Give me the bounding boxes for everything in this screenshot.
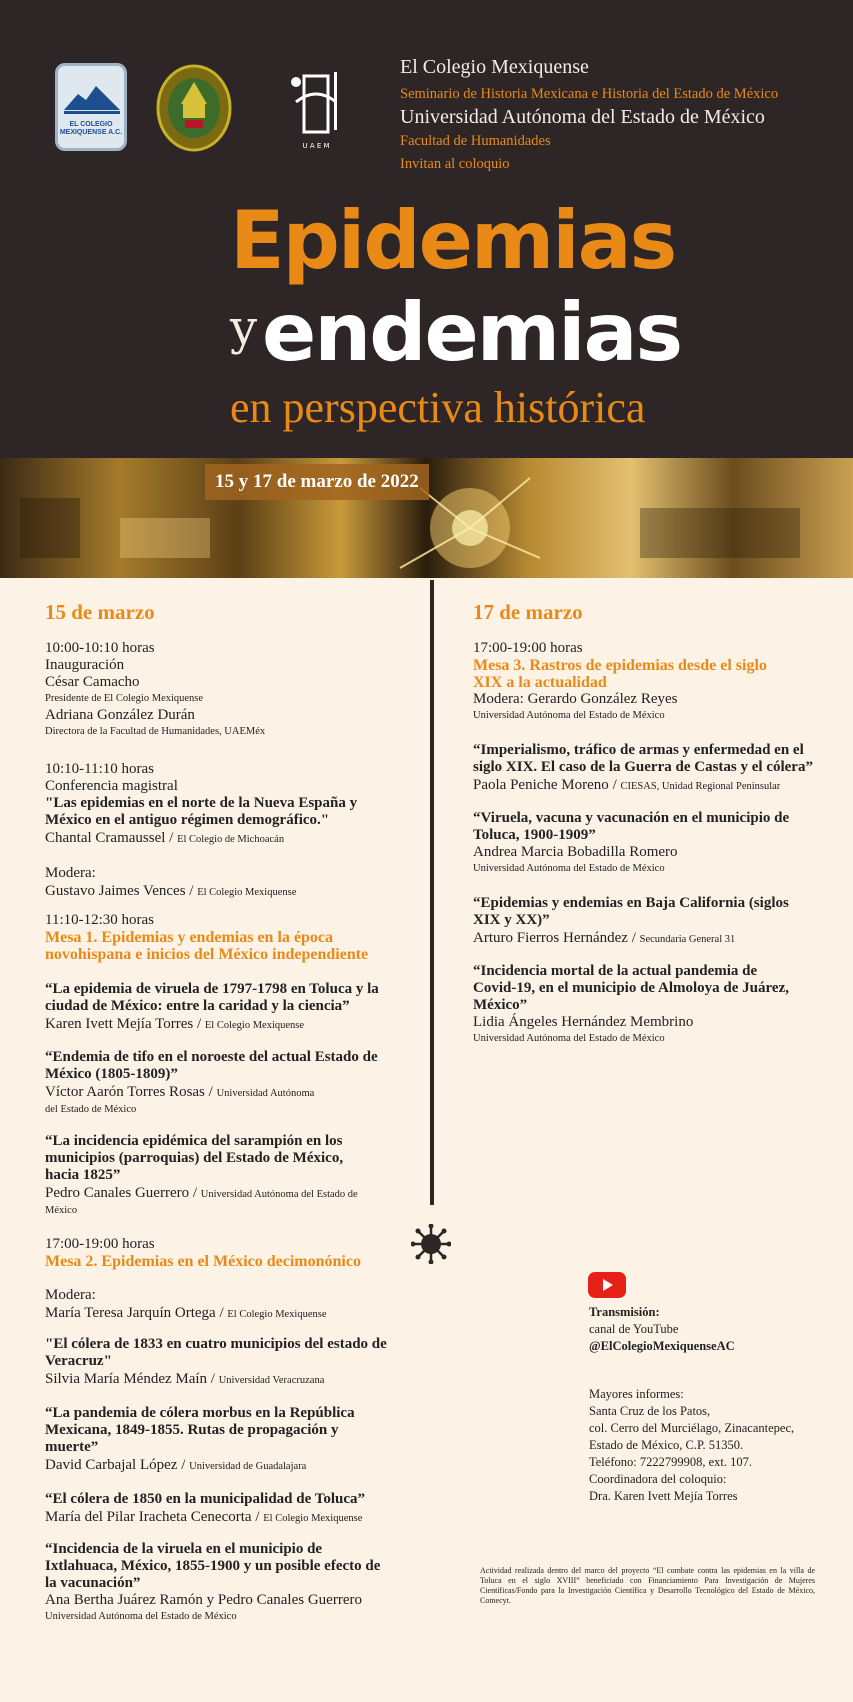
talk-title: “Endemia de tifo en el noroeste del actual Estado de bbox=[45, 1049, 378, 1065]
speaker-name: Ana Bertha Juárez Ramón y Pedro Canales Guerrero bbox=[45, 1592, 362, 1608]
day1-heading: 15 de marzo bbox=[45, 600, 155, 624]
talk-title: “Imperialismo, tráfico de armas y enfermedad en el bbox=[473, 742, 804, 758]
speaker-name: Paola Peniche Moreno bbox=[473, 777, 609, 793]
transmission-label: Transmisión: bbox=[589, 1305, 660, 1319]
title-y: y bbox=[230, 300, 258, 356]
speaker-affiliation: Universidad Autónoma bbox=[216, 1088, 315, 1099]
moderator-name: Modera: Gerardo González Reyes bbox=[473, 691, 678, 707]
speaker-affiliation: Secundaria General 31 bbox=[639, 934, 736, 945]
virus-icon bbox=[411, 1224, 451, 1264]
day2-heading: 17 de marzo bbox=[473, 600, 583, 624]
speaker-name: Andrea Marcia Bobadilla Romero bbox=[473, 844, 678, 860]
transmission-block bbox=[589, 1304, 735, 1355]
historic-photo-banner bbox=[0, 458, 853, 578]
talk-item bbox=[473, 810, 843, 877]
mesa-title: XIX a la actualidad bbox=[473, 674, 607, 691]
talk-title: “Epidemias y endemias en Baja California (siglos bbox=[473, 895, 789, 911]
speaker-name: Lidia Ángeles Hernández Membrino bbox=[473, 1014, 694, 1030]
talk-item bbox=[473, 963, 843, 1047]
talk-title: muerte” bbox=[45, 1439, 99, 1455]
talk-item: “La pandemia de cólera morbus en la República Mexicana, 1849-1855. Rutas de propagación y muerte” David Carbajal López / Universidad de Guadalajara bbox=[45, 1405, 430, 1475]
speaker-name: David Carbajal López bbox=[45, 1457, 178, 1473]
speaker-affiliation: Universidad Autónoma del Estado de bbox=[200, 1189, 358, 1200]
header bbox=[0, 0, 853, 458]
colegio-mexiquense-logo bbox=[55, 63, 127, 151]
mesa-title: Mesa 1. Epidemias y endemias en la época bbox=[45, 929, 333, 946]
speaker-affiliation: El Colegio Mexiquense bbox=[204, 1020, 305, 1031]
talk-title: Veracruz" bbox=[45, 1353, 112, 1369]
contact-line: Dra. Karen Ivett Mejía Torres bbox=[589, 1489, 738, 1503]
contact-line: Santa Cruz de los Patos, bbox=[589, 1404, 711, 1418]
speaker-name: María del Pilar Iracheta Cenecorta bbox=[45, 1509, 252, 1525]
moderator-name: Gustavo Jaimes Vences bbox=[45, 883, 186, 899]
mesa2-block: 17:00-19:00 horas Mesa 2. Epidemias en el México decimonónico Modera: María Teresa Jarquín Ortega / El Colegio Mexiquense bbox=[45, 1236, 430, 1323]
talk-title: "Las epidemias en el norte de la Nueva España y bbox=[45, 795, 358, 811]
moderator-affiliation: El Colegio Mexiquense bbox=[197, 887, 297, 898]
institution-uaem: Universidad Autónoma del Estado de México bbox=[400, 106, 765, 128]
talk-item: “El cólera de 1850 en la municipalidad de Toluca” María del Pilar Iracheta Cenecorta / El Colegio Mexiquense bbox=[45, 1491, 430, 1527]
day1-column bbox=[45, 600, 425, 625]
talk-title: Ixtlahuaca, México, 1855-1900 y un posible efecto de bbox=[45, 1558, 381, 1574]
talk-item: “La epidemia de viruela de 1797-1798 en Toluca y la ciudad de México: entre la caridad y la ciencia” Karen Ivett Mejía Torres / El Colegio Mexiquense bbox=[45, 981, 430, 1034]
contact-block bbox=[589, 1386, 794, 1505]
moderator-label: Modera: bbox=[45, 865, 96, 881]
title-endemias: endemias bbox=[262, 286, 682, 379]
talk-title: la vacunación” bbox=[45, 1575, 141, 1591]
youtube-icon[interactable] bbox=[588, 1272, 626, 1298]
youtube-handle-link[interactable]: @ElColegioMexiquenseAC bbox=[589, 1339, 735, 1353]
transmission-channel: canal de YouTube bbox=[589, 1322, 679, 1336]
moderator-label: Modera: bbox=[45, 1287, 96, 1303]
talk-title: Covid-19, en el municipio de Almoloya de Juárez, bbox=[473, 980, 789, 996]
title-epidemias: Epidemias bbox=[230, 194, 676, 287]
logo-fh-text: U A E M bbox=[302, 142, 330, 150]
speaker-affiliation: Directora de la Facultad de Humanidades, UAEMéx bbox=[45, 726, 266, 737]
speaker-affiliation: El Colegio Mexiquense bbox=[263, 1513, 363, 1524]
mountain-icon bbox=[64, 80, 120, 116]
speaker-affiliation: Universidad Autónoma del Estado de México bbox=[45, 1611, 237, 1622]
talk-item: “Epidemias y endemias en Baja California (siglos XIX y XX)” Arturo Fierros Hernández / Secundaria General 31 bbox=[473, 895, 843, 948]
moderator-affiliation: El Colegio Mexiquense bbox=[227, 1309, 327, 1320]
inauguration-block bbox=[45, 640, 425, 740]
session-time: 10:00-10:10 horas bbox=[45, 640, 155, 656]
speaker-name: César Camacho bbox=[45, 674, 140, 690]
talk-item: “La incidencia epidémica del sarampión en los municipios (parroquias) del Estado de México, hacia 1825” Pedro Canales Guerrero / Universidad Autónoma del Estado de México bbox=[45, 1133, 430, 1219]
humanidades-logo-icon bbox=[282, 62, 350, 152]
title-subtitle: en perspectiva histórica bbox=[230, 383, 646, 432]
talk-title: “La incidencia epidémica del sarampión en los bbox=[45, 1133, 343, 1149]
speaker-affiliation: Universidad Autónoma del Estado de México bbox=[473, 1033, 665, 1044]
speaker-name: Adriana González Durán bbox=[45, 707, 195, 723]
talk-title: “Incidencia mortal de la actual pandemia de bbox=[473, 963, 758, 979]
mesa-title: novohispana e inicios del México independiente bbox=[45, 946, 369, 963]
talk-title: Mexicana, 1849-1855. Rutas de propagación y bbox=[45, 1422, 339, 1438]
uaem-seal-icon bbox=[155, 60, 233, 152]
talk-title: “Viruela, vacuna y vacunación en el municipio de bbox=[473, 810, 790, 826]
mesa1-block bbox=[45, 912, 430, 963]
speaker-affiliation: México bbox=[45, 1205, 78, 1216]
speaker-affiliation: El Colegio de Michoacán bbox=[177, 834, 285, 845]
footnote: Actividad realizada dentro del marco del proyecto “El combate contra las epidemias en la villa de Toluca en el siglo XVIII” beneficiado con Financiamiento Para Investigación de Mujeres Científicas/Fondo para la Investigación Científica y Desarrollo Tecnológico del Estado de México, Comecyt. bbox=[480, 1566, 815, 1605]
talk-title: municipios (parroquias) del Estado de México, bbox=[45, 1150, 344, 1166]
speaker-affiliation: Presidente de El Colegio Mexiquense bbox=[45, 693, 204, 704]
session-title: Conferencia magistral bbox=[45, 778, 178, 794]
talk-title: “La pandemia de cólera morbus en la República bbox=[45, 1405, 355, 1421]
talk-title: Toluca, 1900-1909” bbox=[473, 827, 596, 843]
contact-line: Mayores informes: bbox=[589, 1387, 684, 1401]
speaker-affiliation: del Estado de México bbox=[45, 1104, 137, 1115]
talk-item: “Imperialismo, tráfico de armas y enfermedad en el siglo XIX. El caso de la Guerra de Castas y el cólera” Paola Peniche Moreno / CIESAS, Unidad Regional Peninsular bbox=[473, 742, 843, 795]
talk-title: XIX y XX)” bbox=[473, 912, 550, 928]
session-time: 10:10-11:10 horas bbox=[45, 761, 155, 777]
talk-item bbox=[45, 1541, 430, 1625]
talk-title: “La epidemia de viruela de 1797-1798 en Toluca y la bbox=[45, 981, 379, 997]
speaker-name: Pedro Canales Guerrero bbox=[45, 1185, 190, 1201]
institution-colmex: El Colegio Mexiquense bbox=[400, 56, 589, 78]
mesa3-block bbox=[473, 640, 838, 724]
speaker-name: Silvia María Méndez Maín bbox=[45, 1371, 208, 1387]
contact-line: Estado de México, C.P. 51350. bbox=[589, 1438, 744, 1452]
speaker-name: Víctor Aarón Torres Rosas bbox=[45, 1084, 205, 1100]
talk-title: México (1805-1809)” bbox=[45, 1066, 178, 1082]
moderator-affiliation: Universidad Autónoma del Estado de México bbox=[473, 710, 665, 721]
institution-facultad: Facultad de Humanidades bbox=[400, 133, 551, 149]
speaker-affiliation: Universidad de Guadalajara bbox=[189, 1461, 307, 1472]
keynote-block: 10:10-11:10 horas Conferencia magistral "Las epidemias en el norte de la Nueva España y México en el antiguo régimen demográfico." Chantal Cramaussel / El Colegio de Michoacán Modera: Gustavo Jaimes Vences / El Colegio Mexiquense bbox=[45, 761, 425, 901]
logo-cm-text: EL COLEGIO MEXIQUENSE A.C. bbox=[59, 121, 123, 136]
column-divider bbox=[430, 580, 434, 1205]
speaker-name: Karen Ivett Mejía Torres bbox=[45, 1016, 194, 1032]
event-dates: 15 y 17 de marzo de 2022 bbox=[205, 464, 429, 500]
moderator-name: María Teresa Jarquín Ortega bbox=[45, 1305, 216, 1321]
speaker-name: Arturo Fierros Hernández bbox=[473, 930, 628, 946]
contact-line: Coordinadora del coloquio: bbox=[589, 1472, 727, 1486]
talk-item: "El cólera de 1833 en cuatro municipios del estado de Veracruz" Silvia María Méndez Maín / Universidad Veracruzana bbox=[45, 1336, 430, 1389]
talk-title: hacia 1825” bbox=[45, 1167, 121, 1183]
session-time: 17:00-19:00 horas bbox=[473, 640, 583, 656]
session-time: 17:00-19:00 horas bbox=[45, 1236, 155, 1252]
talk-title: “El cólera de 1850 en la municipalidad de Toluca” bbox=[45, 1491, 366, 1507]
session-time: 11:10-12:30 horas bbox=[45, 912, 155, 928]
speaker-affiliation: Universidad Veracruzana bbox=[218, 1375, 325, 1386]
session-title: Inauguración bbox=[45, 657, 125, 673]
institution-seminario: Seminario de Historia Mexicana e Historia del Estado de México bbox=[400, 86, 779, 102]
talk-title: “Incidencia de la viruela en el municipio de bbox=[45, 1541, 323, 1557]
talk-title: "El cólera de 1833 en cuatro municipios del estado de bbox=[45, 1336, 387, 1352]
day2-column bbox=[473, 600, 833, 625]
speaker-affiliation: CIESAS, Unidad Regional Peninsular bbox=[620, 781, 781, 792]
contact-phone: Teléfono: 7222799908, ext. 107. bbox=[589, 1455, 752, 1469]
mesa-title: Mesa 2. Epidemias en el México decimonónico bbox=[45, 1253, 361, 1270]
mesa-title: Mesa 3. Rastros de epidemias desde el siglo bbox=[473, 657, 767, 674]
talk-title: ciudad de México: entre la caridad y la ciencia” bbox=[45, 998, 350, 1014]
contact-line: col. Cerro del Murciélago, Zinacantepec, bbox=[589, 1421, 795, 1435]
talk-title: México en el antiguo régimen demográfico." bbox=[45, 812, 330, 828]
talk-title: siglo XIX. El caso de la Guerra de Castas y el cólera” bbox=[473, 759, 813, 775]
speaker-affiliation: Universidad Autónoma del Estado de México bbox=[473, 863, 665, 874]
talk-title: México” bbox=[473, 997, 528, 1013]
invitation-text: Invitan al coloquio bbox=[400, 156, 510, 172]
speaker-name: Chantal Cramaussel bbox=[45, 830, 166, 846]
talk-item: “Endemia de tifo en el noroeste del actual Estado de México (1805-1809)” Víctor Aarón Torres Rosas / Universidad Autónoma del Estado de México bbox=[45, 1049, 430, 1118]
